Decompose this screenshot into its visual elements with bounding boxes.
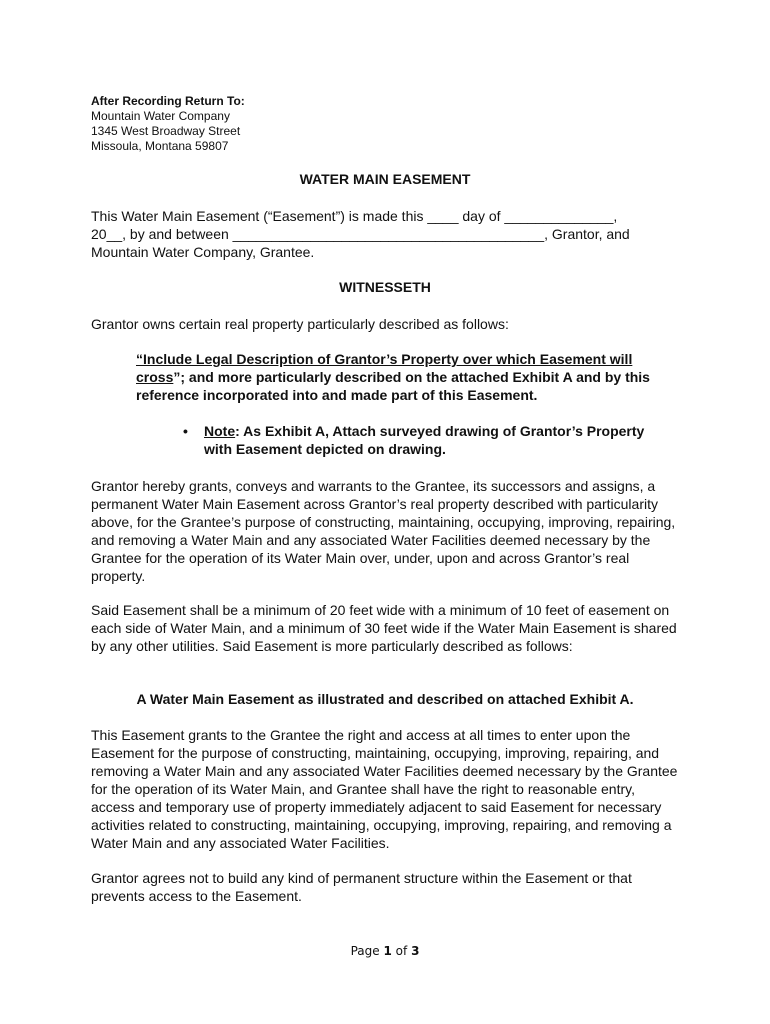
intro-line-3: Mountain Water Company, Grantee. xyxy=(91,244,315,260)
page-number-footer xyxy=(0,944,770,958)
return-label: After Recording Return To: xyxy=(91,94,245,108)
total-page-count: 3 xyxy=(411,944,420,958)
return-company: Mountain Water Company xyxy=(91,109,230,123)
no-structure-paragraph: Grantor agrees not to build any kind of permanent structure within the Easement or that prevents access to the Easement. xyxy=(91,870,632,904)
grant-paragraph: Grantor hereby grants, conveys and warrants to the Grantee, its successors and assigns, a permanent Water Main Easement across Grantor’s real property described with particularity above, for the Grantee’s purpose of constructing, maintaining, occupying, improving, repairing, and removing a Water Main and any associated Water Facilities deemed necessary by the Grantee for the operation of its Water Main over, under, upon and across Grantor’s real property. xyxy=(91,478,676,584)
owns-paragraph: Grantor owns certain real property particularly described as follows: xyxy=(91,316,509,332)
legal-description-placeholder: “Include Legal Description of Grantor’s Property over which Easement will cross xyxy=(136,351,633,385)
intro-paragraph xyxy=(91,207,681,261)
of-word: of xyxy=(395,944,408,958)
easement-width-paragraph: Said Easement shall be a minimum of 20 feet wide with a minimum of 10 feet of easement on each side of Water Main, and a minimum of 30 feet wide if the Water Main Easement is shared by any other utilities. Said Easement is more particularly described as follows: xyxy=(91,602,677,654)
note-text: : As Exhibit A, Attach surveyed drawing of Grantor’s Property with Easement depicted on drawing. xyxy=(204,423,645,457)
return-street: 1345 West Broadway Street xyxy=(91,124,241,138)
bullet-icon: • xyxy=(183,423,188,439)
intro-line-1: This Water Main Easement (“Easement”) is made this ____ day of ______________, xyxy=(91,208,618,224)
legal-description-rest: ”; and more particularly described on the attached Exhibit A and by this reference incorporated into and made part of this Easement. xyxy=(136,369,650,403)
document-title: WATER MAIN EASEMENT xyxy=(299,171,471,187)
return-city: Missoula, Montana 59807 xyxy=(91,139,229,153)
legal-description-block xyxy=(136,350,656,404)
current-page-number: 1 xyxy=(383,944,392,958)
witnesseth-heading: WITNESSETH xyxy=(339,279,431,295)
intro-line-2: 20__, by and between ________________________________________, Grantor, and xyxy=(91,226,630,242)
note-label: Note xyxy=(204,423,236,439)
return-address-block xyxy=(91,94,245,154)
exhibit-reference-line: A Water Main Easement as illustrated and described on attached Exhibit A. xyxy=(136,691,634,707)
page-word: Page xyxy=(350,944,380,958)
rights-paragraph: This Easement grants to the Grantee the right and access at all times to enter upon the Easement for the purpose of constructing, maintaining, occupying, improving, repairing, and removing a Water Main and any associated Water Facilities deemed necessary by the Grantee for the operation of its Water Main, and Grantee shall have the right to reasonable entry, access and temporary use of property immediately adjacent to said Easement for necessary activities related to constructing, maintaining, occupying, improving, repairing, and removing a Water Main and any associated Water Facilities. xyxy=(91,727,678,851)
